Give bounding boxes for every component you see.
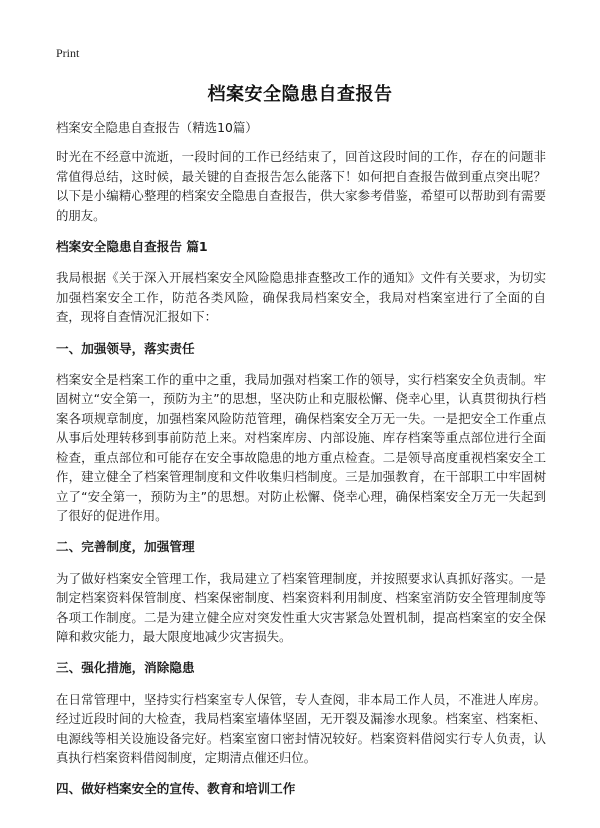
heading-publicity: 四、做好档案安全的宣传、教育和培训工作 — [56, 781, 296, 797]
heading-measures: 三、强化措施，消除隐患 — [56, 660, 195, 676]
heading-leadership: 一、加强领导，落实责任 — [56, 340, 195, 356]
page-title: 档案安全隐患自查报告 — [207, 84, 393, 105]
document-subtitle: 档案安全隐患自查报告（精选10篇） — [56, 120, 258, 135]
paragraph-system: 为了做好档案安全管理工作，我局建立了档案管理制度，并按照要求认真抓好落实。一是制定档案资料保管制度、档案保密制度、档案资料利用制度、档案室消防安全管理制度等各项工作制度。二是为建立健全应对突发性重大灾害紧急处置机制，提高档案室的安全保障和救灾能力，最大限度地减少灾害损失。 — [56, 570, 546, 644]
section-title: 档案安全隐患自查报告 篇1 — [56, 239, 208, 255]
paragraph-measures: 在日常管理中，坚持实行档案室专人保管，专人查阅，非本局工作人员，不准进人库房。经过近段时间的大检查，我局档案室墙体坚固，无开裂及漏渗水现象。档案室、档案柜、电源线等相关设施设备完好。档案室窗口密封情况较好。档案资料借阅实行专人负责，认真执行档案资料借阅制度，定期清点催还归位。 — [56, 691, 546, 765]
heading-system: 二、完善制度，加强管理 — [56, 539, 195, 555]
print-label: Print — [56, 46, 80, 60]
intro-paragraph: 时光在不经意中流逝，一段时间的工作已经结束了，回首这段时间的工作，存在的问题非常值得总结，这时候，最关键的自查报告怎么能落下！如何把自查报告做到重点突出呢？以下是小编精心整理的档案安全隐患自查报告，供大家参考借鉴，希望可以帮助到有需要的朋友。 — [56, 149, 546, 223]
document-body — [56, 118, 546, 811]
paragraph-leadership: 档案安全是档案工作的重中之重，我局加强对档案工作的领导，实行档案安全负责制。牢固树立“安全第一，预防为主”的思想，坚决防止和克服松懈、侥幸心里，认真贯彻执行档案各项规章制度，加强档案风险防范管理，确保档案安全万无一失。一是把安全工作重点从事后处理转移到事前防范上来。对档案库房、内部设施、库存档案等重点部位进行全面检查，重点部位和可能存在安全事故隐患的地方重点检查。二是领导高度重视档案安全工作，建立健全了档案管理制度和文件收集归档制度。三是加强教育，在干部职工中牢固树立了“安全第一，预防为主”的思想。对防止松懈、侥幸心理，确保档案安全万无一失起到了很好的促进作用。 — [56, 372, 546, 523]
section-intro-paragraph: 我局根据《关于深入开展档案安全风险隐患排查整改工作的通知》文件有关要求，为切实加强档案安全工作，防范各类风险，确保我局档案安全，我局对档案室进行了全面的自查，现将自查情况汇报如下： — [56, 270, 546, 325]
